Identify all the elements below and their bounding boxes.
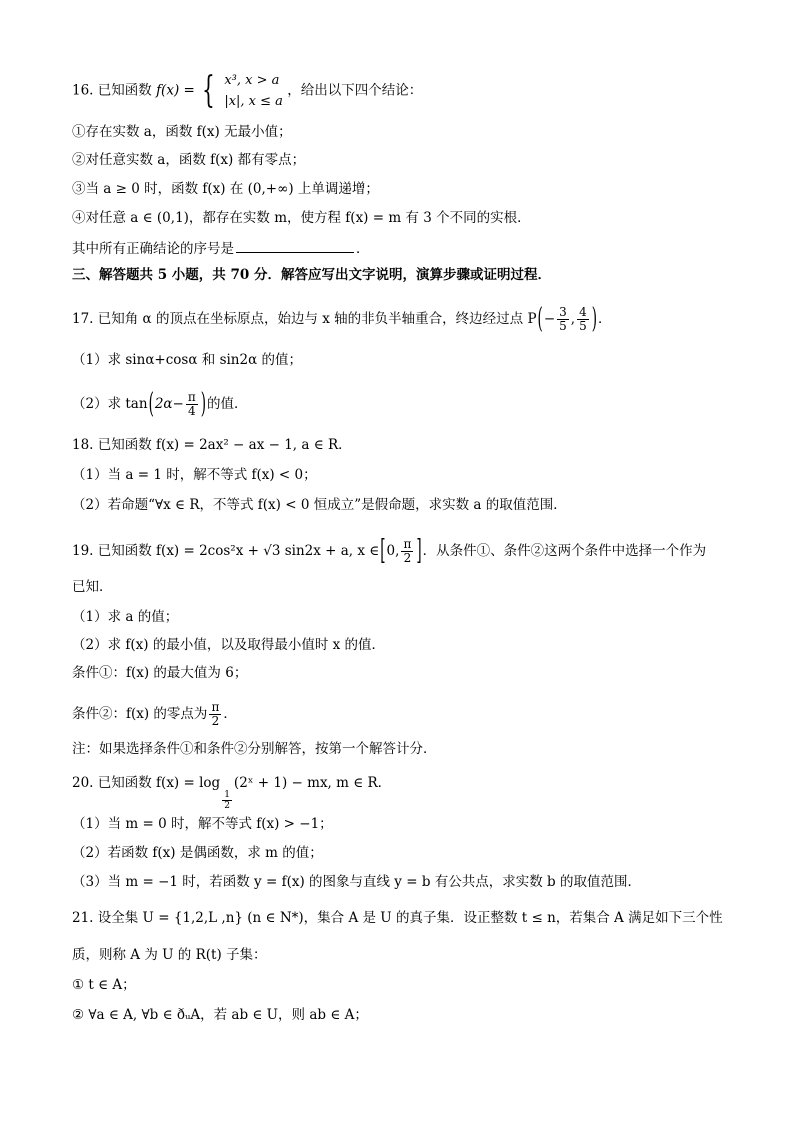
q16-conclusion-1: ①存在实数 a，函数 f(x) 无最小值； xyxy=(72,124,292,140)
q19-interval-left: 0, xyxy=(386,543,400,559)
q17-sub-2-frac-den: 4 xyxy=(188,404,196,418)
q20-stem-prefix: 20. 已知函数 f(x) = log xyxy=(72,775,221,791)
q16-stem xyxy=(72,70,422,112)
q19-condition-2-suffix: ． xyxy=(223,706,237,722)
q17-paren-close: ) xyxy=(591,302,597,336)
q16-ask-end: ． xyxy=(356,241,370,257)
q19-condition-1: 条件①：f(x) 的最大值为 6； xyxy=(72,665,248,681)
q20-stem xyxy=(72,774,391,811)
q16-conclusion-4: ④对任意 a ∈ (0,1)，都存在实数 m，使方程 f(x) = m 有 3 个不同的实根． xyxy=(72,210,531,226)
q17-frac-y xyxy=(577,306,589,333)
q16-case-2: |x|, x ≤ a xyxy=(224,94,283,109)
q16-function-label: f(x) = xyxy=(156,82,195,99)
q20-sub-2: （2）若函数 f(x) 是偶函数，求 m 的值； xyxy=(72,845,323,861)
q19-condition-2 xyxy=(72,701,237,728)
q20-log-base xyxy=(222,790,232,811)
q21-stem-continued: 质，则称 A 为 U 的 R(t) 子集： xyxy=(72,947,267,963)
q19-interval-frac xyxy=(401,538,413,565)
q19-interval-frac-num: π xyxy=(403,537,412,551)
q21-stem: 21. 设全集 U = {1,2,L ,n} (n ∈ N*)，集合 A 是 U 的真子集．设正整数 t ≤ n，若集合 A 满足如下三个性 xyxy=(72,910,723,926)
q20-sub-3: （3）当 m = −1 时，若函数 y = f(x) 的图象与直线 y = b 有公共点，求实数 b 的取值范围． xyxy=(72,874,641,890)
q16-case-1: x³, x > a xyxy=(224,73,280,88)
q20-log-base-den: 2 xyxy=(224,801,230,811)
q16-ask xyxy=(72,238,370,258)
q17-sub-2-inner: 2α− xyxy=(154,396,184,412)
q21-property-2: ② ∀a ∈ A, ∀b ∈ ðᵤA，若 ab ∈ U，则 ab ∈ A； xyxy=(72,1007,368,1023)
q19-condition-2-frac xyxy=(209,701,221,728)
q19-condition-2-frac-den: 2 xyxy=(211,714,220,728)
q17-comma: , xyxy=(570,311,576,327)
q19-sub-1: （1）求 a 的值； xyxy=(72,609,179,625)
q17-frac-x-num: 3 xyxy=(559,305,567,319)
q19-stem-prefix: 19. 已知函数 f(x) = 2cos²x + √3 sin2x + a, x ∈ xyxy=(72,543,380,559)
q17-paren-open: ( xyxy=(537,302,543,336)
q16-conclusion-3: ③当 a ≥ 0 时，函数 f(x) 在 (0,+∞) 上单调递增； xyxy=(72,181,379,197)
q19-condition-2-prefix: 条件②：f(x) 的零点为 xyxy=(72,706,208,722)
q17-frac-y-num: 4 xyxy=(579,305,587,319)
q17-sub-2-frac-num: π xyxy=(187,390,196,404)
q20-stem-suffix: (2ˣ + 1) − mx, m ∈ R． xyxy=(233,775,392,791)
q21-property-1: ① t ∈ A； xyxy=(72,977,136,993)
q20-sub-1: （1）当 m = 0 时，解不等式 f(x) > −1； xyxy=(72,816,333,832)
q16-answer-blank xyxy=(236,238,354,253)
q19-stem-continued: 已知． xyxy=(72,579,113,595)
q17-frac-y-den: 5 xyxy=(579,319,587,333)
q17-sub-2 xyxy=(72,387,248,421)
q17-sub-2-frac xyxy=(186,391,198,418)
q18-stem: 18. 已知函数 f(x) = 2ax² − ax − 1, a ∈ R． xyxy=(72,437,352,453)
q18-sub-1: （1）当 a = 1 时，解不等式 f(x) < 0； xyxy=(72,467,317,483)
q16-stem-prefix: 16. 已知函数 xyxy=(72,82,152,99)
q17-sub-1: （1）求 sinα+cosα 和 sin2α 的值； xyxy=(72,352,303,368)
q16-cases xyxy=(224,70,283,112)
q19-bracket-close: ] xyxy=(416,534,422,568)
q16-brace: { xyxy=(202,70,215,111)
q19-condition-2-frac-num: π xyxy=(211,700,220,714)
q17-neg-sign: − xyxy=(543,311,556,327)
q17-sub-2-prefix: （2）求 tan xyxy=(72,396,148,412)
q16-ask-text: 其中所有正确结论的序号是 xyxy=(72,241,234,257)
q18-sub-2: （2）若命题“∀x ∈ R，不等式 f(x) < 0 恒成立”是假命题，求实数 a 的取值范围． xyxy=(72,497,567,513)
q19-note: 注：如果选择条件①和条件②分别解答，按第一个解答计分． xyxy=(72,741,437,757)
q17-stem xyxy=(72,302,612,336)
q16-stem-suffix: ，给出以下四个结论： xyxy=(287,82,423,99)
q17-sub-2-paren-close: ) xyxy=(200,387,207,421)
section-3-title: 三、解答题共 5 小题，共 70 分．解答应写出文字说明，演算步骤或证明过程． xyxy=(72,267,551,283)
q16-conclusion-2: ②对任意实数 a，函数 f(x) 都有零点； xyxy=(72,152,306,168)
q19-stem-suffix: ．从条件①、条件②这两个条件中选择一个作为 xyxy=(422,543,707,559)
q17-frac-x-den: 5 xyxy=(559,319,567,333)
q17-stem-text: 17. 已知角 α 的顶点在坐标原点，始边与 x 轴的非负半轴重合，终边经过点 P xyxy=(72,311,537,327)
q17-frac-x xyxy=(557,306,569,333)
q19-stem xyxy=(72,534,707,568)
q20-log-base-num: 1 xyxy=(224,790,230,800)
q19-sub-2: （2）求 f(x) 的最小值，以及取得最小值时 x 的值． xyxy=(72,637,386,653)
q17-sub-2-suffix: 的值． xyxy=(207,396,248,412)
q19-bracket-open: [ xyxy=(380,534,386,568)
q17-sub-2-paren-open: ( xyxy=(148,387,154,421)
q17-stem-end: ． xyxy=(597,311,612,327)
q19-interval-frac-den: 2 xyxy=(403,551,412,565)
